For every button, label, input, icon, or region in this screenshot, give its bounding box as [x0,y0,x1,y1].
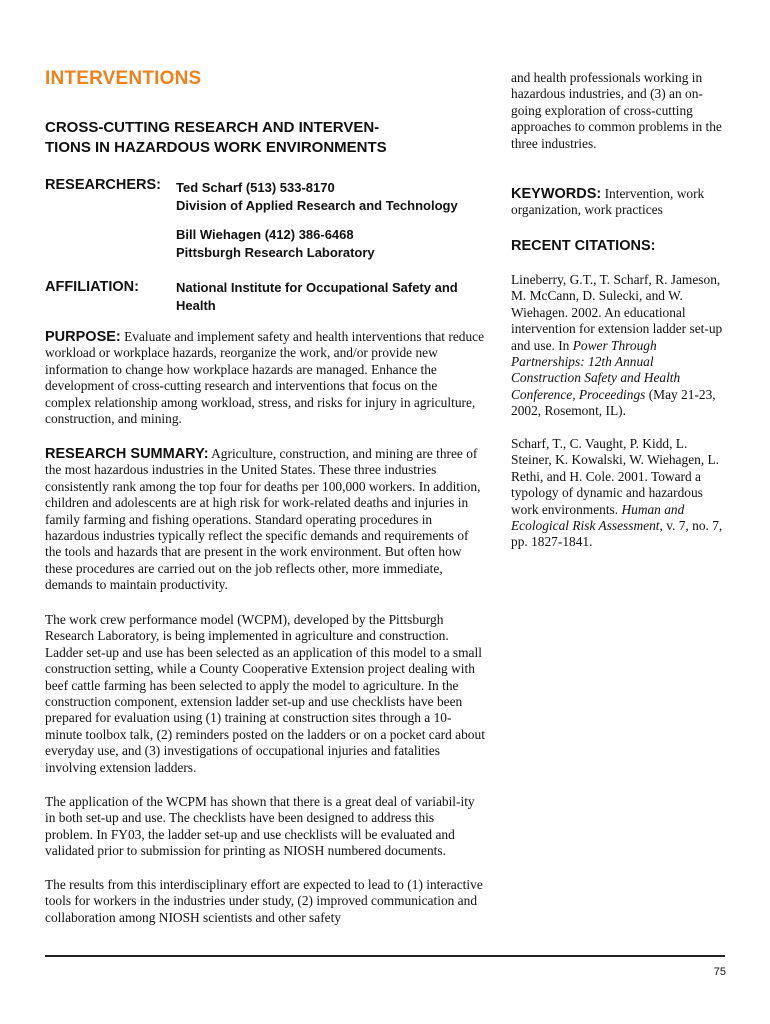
researcher-2-division: Pittsburgh Research Laboratory [176,245,375,260]
purpose-label: PURPOSE: [45,329,121,345]
researcher-1 [176,179,486,215]
citation-1-source: Power Through Partnerships: 12th Annual Construction Safety and Health Conference, Proceedings [511,337,681,402]
title-line-1: CROSS-CUTTING RESEARCH AND INTERVEN- [45,119,380,136]
keywords-text: Intervention, work organization, work practices [511,186,705,218]
page-number: 75 [713,966,726,978]
affiliation-label: AFFILIATION: [45,279,139,295]
summary-paragraph-4: The results from this interdisciplinary effort are expected to lead to (1) interactive tools for workers in the industries under study, (2) improved communication and collaboration among NIOSH scientists and other safety [45,877,483,925]
summary-paragraph-3: The application of the WCPM has shown that there is a great deal of variabil-ity in both set-up and use. The checklists have been designed to address this problem. In FY03, the ladder set-up and use checklists will be evaluated and validated prior to submission for printing as NIOSH numbered documents. [45,794,475,859]
keywords-label: KEYWORDS: [511,186,602,202]
footer-divider [45,955,725,957]
researcher-1-contact: Ted Scharf (513) 533-8170 [176,180,335,195]
citation-2-authors: Scharf, T., C. Vaught, P. Kidd, L. Steiner, K. Kowalski, W. Wiehagen, L. Rethi, and H. Cole. 2001. Toward a typology of dynamic and hazardous work environments. [511,436,720,517]
citation-2-source: Human and Ecological Risk Assessment [511,501,685,534]
summary-paragraph-1 [45,446,485,594]
researcher-2 [176,226,486,262]
affiliation-value: National Institute for Occupational Safety and Health [176,280,458,313]
summary-text-1: Agriculture, construction, and mining are three of the most hazardous industries in the United States. These three industries consistently rank among the top four for deaths per 100,000 workers. In addition, children and adolescents are at high risk for work-related deaths and injuries in family farming and fishing operations. Standard operating procedures in hazardous industries typically reflect the specific demands and requirements of the tools and hazards that are present in the work environment. But often how these procedures are carried out on the job reflects other, more immediate, demands to maintain productivity. [45,446,481,593]
citation-1 [511,272,726,420]
summary-continued: and health professionals working in hazardous industries, and (3) an on-going exploration of cross-cutting approaches to common problems in the three industries. [511,70,722,151]
section-title: INTERVENTIONS [45,68,202,89]
purpose-text: Evaluate and implement safety and health interventions that reduce workload or workplace hazards, reorganize the work, and/or provide new information to change how workplace hazards are managed. Enhance the development of cross-cutting research and interventions that focus on the complex relationship among workload, stress, and risks for injury in agriculture, construction, and mining. [45,329,485,427]
purpose-paragraph [45,329,485,427]
page-title [45,118,485,158]
researchers-label: RESEARCHERS: [45,177,162,193]
citation-2-details: , v. 7, no. 7, pp. 1827-1841. [511,518,723,550]
citations-heading: RECENT CITATIONS: [511,238,656,254]
summary-paragraph-2: The work crew performance model (WCPM), developed by the Pittsburgh Research Laboratory, is being implemented in agriculture and construction. Ladder set-up and use has been selected as an application of this model to a small construction setting, while a County Cooperative Extension project dealing with beef cattle farming has been selected to apply the model to agriculture. In the construction component, extension ladder set-up and use checklists have been prepared for evaluation using (1) training at construction sites through a 10-minute toolbox talk, (2) reminders posted on the ladders or on a pocket card about everyday use, and (3) investigations of occupational injuries and fatalities involving extension ladders. [45,612,485,775]
citation-1-authors: Lineberry, G.T., T. Scharf, R. Jameson, M. McCann, D. Sulecki, and W. Wiehagen. 2002. An educational intervention for extension ladder set-up and use. In [511,272,723,353]
researcher-2-contact: Bill Wiehagen (412) 386-6468 [176,227,354,242]
title-line-2: TIONS IN HAZARDOUS WORK ENVIRONMENTS [45,139,387,156]
keywords [511,186,726,219]
summary-label: RESEARCH SUMMARY: [45,446,209,462]
citation-1-details: (May 21-23, 2002, Rosemont, IL). [511,386,716,419]
researcher-1-division: Division of Applied Research and Technology [176,198,458,213]
citation-2 [511,436,726,551]
